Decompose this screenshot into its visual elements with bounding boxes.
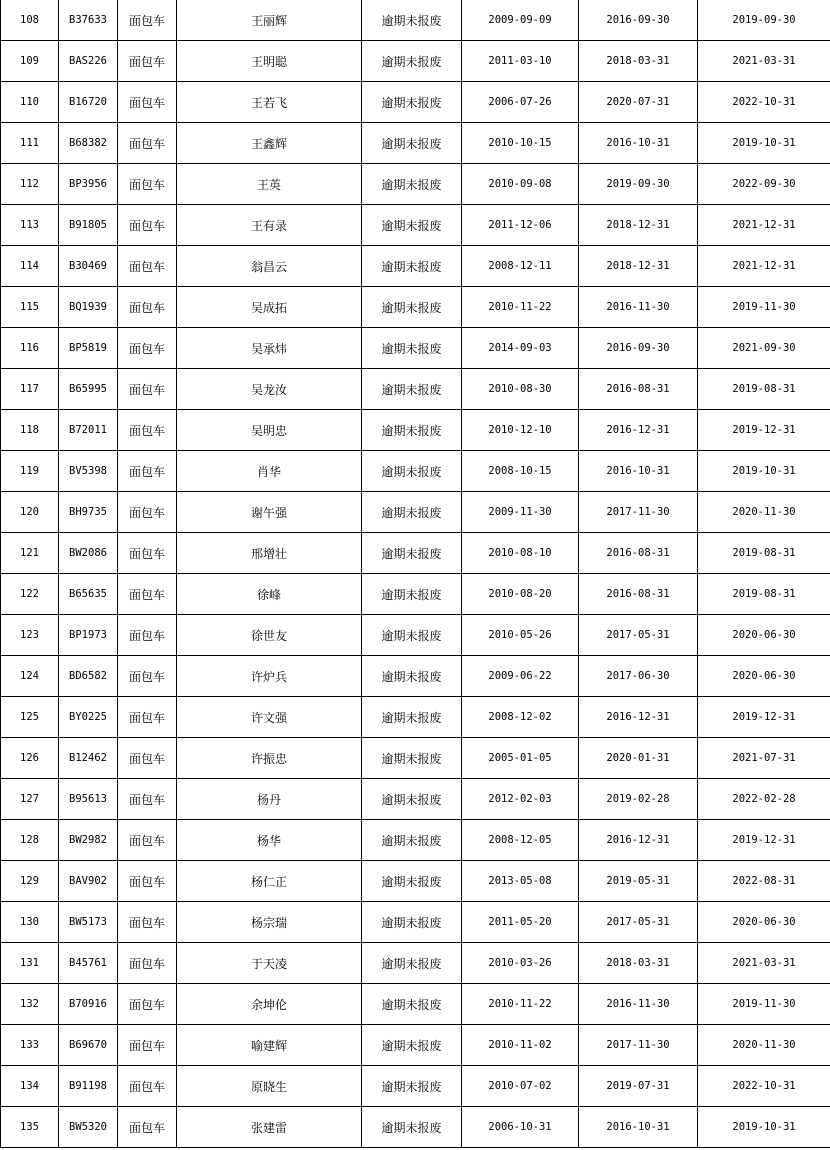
row-number-cell: 117 [1, 369, 59, 410]
inspection-valid-date-cell: 2016-09-30 [579, 0, 698, 41]
registration-date-cell: 2009-11-30 [462, 492, 579, 533]
table-row [1, 697, 830, 738]
forced-scrap-date-cell: 2021-12-31 [698, 246, 830, 287]
inspection-valid-date-cell: 2017-11-30 [579, 492, 698, 533]
forced-scrap-date-cell: 2019-11-30 [698, 287, 830, 328]
registration-date-cell: 2010-08-30 [462, 369, 579, 410]
plate-number-cell: B45761 [59, 943, 118, 984]
inspection-valid-date-cell: 2016-10-31 [579, 1107, 698, 1148]
row-number-cell: 111 [1, 123, 59, 164]
vehicle-type-cell: 面包车 [118, 123, 177, 164]
vehicle-type-cell: 面包车 [118, 984, 177, 1025]
vehicle-type-cell: 面包车 [118, 287, 177, 328]
registration-date-cell: 2010-11-02 [462, 1025, 579, 1066]
forced-scrap-date-cell: 2020-06-30 [698, 656, 830, 697]
registration-date-cell: 2006-07-26 [462, 82, 579, 123]
scrap-status-cell: 逾期未报废 [362, 533, 462, 574]
registration-date-cell: 2010-12-10 [462, 410, 579, 451]
owner-name-cell: 徐峰 [177, 574, 362, 615]
owner-name-cell: 许文强 [177, 697, 362, 738]
row-number-cell: 132 [1, 984, 59, 1025]
forced-scrap-date-cell: 2019-09-30 [698, 0, 830, 41]
row-number-cell: 126 [1, 738, 59, 779]
table-row [1, 0, 830, 41]
forced-scrap-date-cell: 2020-11-30 [698, 492, 830, 533]
row-number-cell: 122 [1, 574, 59, 615]
row-number-cell: 120 [1, 492, 59, 533]
registration-date-cell: 2005-01-05 [462, 738, 579, 779]
owner-name-cell: 肖华 [177, 451, 362, 492]
scrap-status-cell: 逾期未报废 [362, 1025, 462, 1066]
table-row [1, 205, 830, 246]
table-row [1, 41, 830, 82]
row-number-cell: 133 [1, 1025, 59, 1066]
inspection-valid-date-cell: 2018-03-31 [579, 41, 698, 82]
registration-date-cell: 2010-11-22 [462, 984, 579, 1025]
inspection-valid-date-cell: 2016-08-31 [579, 574, 698, 615]
inspection-valid-date-cell: 2020-01-31 [579, 738, 698, 779]
forced-scrap-date-cell: 2021-12-31 [698, 205, 830, 246]
plate-number-cell: B91805 [59, 205, 118, 246]
registration-date-cell: 2008-12-02 [462, 697, 579, 738]
vehicle-type-cell: 面包车 [118, 492, 177, 533]
inspection-valid-date-cell: 2016-12-31 [579, 820, 698, 861]
table-row [1, 779, 830, 820]
row-number-cell: 124 [1, 656, 59, 697]
plate-number-cell: BQ1939 [59, 287, 118, 328]
forced-scrap-date-cell: 2021-09-30 [698, 328, 830, 369]
vehicle-type-cell: 面包车 [118, 820, 177, 861]
plate-number-cell: BP1973 [59, 615, 118, 656]
registration-date-cell: 2010-07-02 [462, 1066, 579, 1107]
table-row [1, 287, 830, 328]
table-row [1, 1025, 830, 1066]
plate-number-cell: B69670 [59, 1025, 118, 1066]
owner-name-cell: 喻建辉 [177, 1025, 362, 1066]
plate-number-cell: B68382 [59, 123, 118, 164]
row-number-cell: 118 [1, 410, 59, 451]
row-number-cell: 108 [1, 0, 59, 41]
scrap-status-cell: 逾期未报废 [362, 369, 462, 410]
vehicle-type-cell: 面包车 [118, 943, 177, 984]
forced-scrap-date-cell: 2021-03-31 [698, 943, 830, 984]
forced-scrap-date-cell: 2021-07-31 [698, 738, 830, 779]
scrap-status-cell: 逾期未报废 [362, 492, 462, 533]
scrap-status-cell: 逾期未报废 [362, 1107, 462, 1148]
inspection-valid-date-cell: 2016-08-31 [579, 369, 698, 410]
inspection-valid-date-cell: 2019-07-31 [579, 1066, 698, 1107]
registration-date-cell: 2014-09-03 [462, 328, 579, 369]
table-row [1, 943, 830, 984]
owner-name-cell: 吴龙汝 [177, 369, 362, 410]
table-row [1, 984, 830, 1025]
vehicle-type-cell: 面包车 [118, 369, 177, 410]
owner-name-cell: 王明聪 [177, 41, 362, 82]
scrap-status-cell: 逾期未报废 [362, 574, 462, 615]
scrap-status-cell: 逾期未报废 [362, 328, 462, 369]
table-row [1, 410, 830, 451]
table-row [1, 656, 830, 697]
scrap-status-cell: 逾期未报废 [362, 41, 462, 82]
table-row [1, 533, 830, 574]
plate-number-cell: BAV902 [59, 861, 118, 902]
scrap-status-cell: 逾期未报废 [362, 123, 462, 164]
table-row [1, 820, 830, 861]
inspection-valid-date-cell: 2018-03-31 [579, 943, 698, 984]
vehicle-type-cell: 面包车 [118, 574, 177, 615]
row-number-cell: 114 [1, 246, 59, 287]
owner-name-cell: 徐世友 [177, 615, 362, 656]
owner-name-cell: 杨宗瑞 [177, 902, 362, 943]
registration-date-cell: 2010-05-26 [462, 615, 579, 656]
table-row [1, 738, 830, 779]
vehicle-type-cell: 面包车 [118, 1025, 177, 1066]
scrap-status-cell: 逾期未报废 [362, 779, 462, 820]
row-number-cell: 115 [1, 287, 59, 328]
table-row [1, 369, 830, 410]
inspection-valid-date-cell: 2019-05-31 [579, 861, 698, 902]
table-row [1, 1107, 830, 1148]
registration-date-cell: 2010-08-10 [462, 533, 579, 574]
vehicle-type-cell: 面包车 [118, 451, 177, 492]
registration-date-cell: 2010-09-08 [462, 164, 579, 205]
forced-scrap-date-cell: 2022-09-30 [698, 164, 830, 205]
row-number-cell: 128 [1, 820, 59, 861]
row-number-cell: 113 [1, 205, 59, 246]
vehicle-type-cell: 面包车 [118, 41, 177, 82]
owner-name-cell: 杨仁正 [177, 861, 362, 902]
table-row [1, 574, 830, 615]
owner-name-cell: 王丽辉 [177, 0, 362, 41]
table-row [1, 902, 830, 943]
row-number-cell: 112 [1, 164, 59, 205]
owner-name-cell: 许振忠 [177, 738, 362, 779]
table-row [1, 861, 830, 902]
plate-number-cell: BP3956 [59, 164, 118, 205]
plate-number-cell: B37633 [59, 0, 118, 41]
plate-number-cell: BP5819 [59, 328, 118, 369]
row-number-cell: 116 [1, 328, 59, 369]
forced-scrap-date-cell: 2019-10-31 [698, 1107, 830, 1148]
scrap-status-cell: 逾期未报废 [362, 451, 462, 492]
vehicle-type-cell: 面包车 [118, 328, 177, 369]
forced-scrap-date-cell: 2020-06-30 [698, 902, 830, 943]
inspection-valid-date-cell: 2017-05-31 [579, 615, 698, 656]
owner-name-cell: 邢增壮 [177, 533, 362, 574]
row-number-cell: 134 [1, 1066, 59, 1107]
inspection-valid-date-cell: 2016-10-31 [579, 451, 698, 492]
plate-number-cell: B91198 [59, 1066, 118, 1107]
inspection-valid-date-cell: 2019-09-30 [579, 164, 698, 205]
inspection-valid-date-cell: 2016-12-31 [579, 410, 698, 451]
registration-date-cell: 2010-08-20 [462, 574, 579, 615]
owner-name-cell: 杨丹 [177, 779, 362, 820]
forced-scrap-date-cell: 2019-08-31 [698, 369, 830, 410]
forced-scrap-date-cell: 2019-08-31 [698, 574, 830, 615]
row-number-cell: 131 [1, 943, 59, 984]
vehicle-type-cell: 面包车 [118, 779, 177, 820]
registration-date-cell: 2010-10-15 [462, 123, 579, 164]
owner-name-cell: 吴明忠 [177, 410, 362, 451]
vehicle-type-cell: 面包车 [118, 205, 177, 246]
owner-name-cell: 王鑫辉 [177, 123, 362, 164]
vehicle-type-cell: 面包车 [118, 697, 177, 738]
scrap-status-cell: 逾期未报废 [362, 410, 462, 451]
table-row [1, 123, 830, 164]
owner-name-cell: 吴承炜 [177, 328, 362, 369]
inspection-valid-date-cell: 2016-12-31 [579, 697, 698, 738]
scrap-status-cell: 逾期未报废 [362, 697, 462, 738]
registration-date-cell: 2010-11-22 [462, 287, 579, 328]
table-row [1, 246, 830, 287]
vehicle-type-cell: 面包车 [118, 1107, 177, 1148]
vehicle-type-cell: 面包车 [118, 533, 177, 574]
table-row [1, 451, 830, 492]
row-number-cell: 130 [1, 902, 59, 943]
registration-date-cell: 2008-12-11 [462, 246, 579, 287]
inspection-valid-date-cell: 2017-06-30 [579, 656, 698, 697]
forced-scrap-date-cell: 2019-12-31 [698, 697, 830, 738]
plate-number-cell: B70916 [59, 984, 118, 1025]
scrap-status-cell: 逾期未报废 [362, 1066, 462, 1107]
registration-date-cell: 2006-10-31 [462, 1107, 579, 1148]
table-row [1, 164, 830, 205]
scrap-status-cell: 逾期未报废 [362, 820, 462, 861]
plate-number-cell: BH9735 [59, 492, 118, 533]
vehicle-type-cell: 面包车 [118, 164, 177, 205]
row-number-cell: 123 [1, 615, 59, 656]
vehicle-type-cell: 面包车 [118, 656, 177, 697]
vehicle-type-cell: 面包车 [118, 1066, 177, 1107]
row-number-cell: 121 [1, 533, 59, 574]
owner-name-cell: 许炉兵 [177, 656, 362, 697]
row-number-cell: 110 [1, 82, 59, 123]
plate-number-cell: B65635 [59, 574, 118, 615]
inspection-valid-date-cell: 2019-02-28 [579, 779, 698, 820]
inspection-valid-date-cell: 2018-12-31 [579, 246, 698, 287]
plate-number-cell: BV5398 [59, 451, 118, 492]
inspection-valid-date-cell: 2016-11-30 [579, 984, 698, 1025]
forced-scrap-date-cell: 2022-10-31 [698, 82, 830, 123]
owner-name-cell: 王若飞 [177, 82, 362, 123]
scrap-status-cell: 逾期未报废 [362, 0, 462, 41]
row-number-cell: 135 [1, 1107, 59, 1148]
table-row [1, 615, 830, 656]
scrap-status-cell: 逾期未报废 [362, 656, 462, 697]
plate-number-cell: B16720 [59, 82, 118, 123]
row-number-cell: 129 [1, 861, 59, 902]
forced-scrap-date-cell: 2019-08-31 [698, 533, 830, 574]
plate-number-cell: BW5320 [59, 1107, 118, 1148]
inspection-valid-date-cell: 2018-12-31 [579, 205, 698, 246]
plate-number-cell: BW2982 [59, 820, 118, 861]
vehicle-type-cell: 面包车 [118, 902, 177, 943]
plate-number-cell: BW5173 [59, 902, 118, 943]
scrap-status-cell: 逾期未报废 [362, 861, 462, 902]
vehicle-type-cell: 面包车 [118, 246, 177, 287]
forced-scrap-date-cell: 2022-08-31 [698, 861, 830, 902]
forced-scrap-date-cell: 2019-12-31 [698, 820, 830, 861]
scrap-status-cell: 逾期未报废 [362, 82, 462, 123]
plate-number-cell: B72011 [59, 410, 118, 451]
owner-name-cell: 张建雷 [177, 1107, 362, 1148]
scrap-status-cell: 逾期未报废 [362, 902, 462, 943]
vehicle-type-cell: 面包车 [118, 615, 177, 656]
vehicle-type-cell: 面包车 [118, 82, 177, 123]
scrap-status-cell: 逾期未报废 [362, 287, 462, 328]
registration-date-cell: 2011-12-06 [462, 205, 579, 246]
table-body [1, 0, 830, 1148]
inspection-valid-date-cell: 2016-08-31 [579, 533, 698, 574]
plate-number-cell: BY0225 [59, 697, 118, 738]
registration-date-cell: 2008-10-15 [462, 451, 579, 492]
registration-date-cell: 2011-05-20 [462, 902, 579, 943]
plate-number-cell: B30469 [59, 246, 118, 287]
registration-date-cell: 2010-03-26 [462, 943, 579, 984]
table-row [1, 1066, 830, 1107]
inspection-valid-date-cell: 2016-10-31 [579, 123, 698, 164]
table-row [1, 82, 830, 123]
owner-name-cell: 杨华 [177, 820, 362, 861]
registration-date-cell: 2008-12-05 [462, 820, 579, 861]
scrap-status-cell: 逾期未报废 [362, 984, 462, 1025]
vehicle-type-cell: 面包车 [118, 410, 177, 451]
forced-scrap-date-cell: 2019-11-30 [698, 984, 830, 1025]
registration-date-cell: 2011-03-10 [462, 41, 579, 82]
inspection-valid-date-cell: 2016-09-30 [579, 328, 698, 369]
row-number-cell: 109 [1, 41, 59, 82]
scrap-status-cell: 逾期未报废 [362, 615, 462, 656]
inspection-valid-date-cell: 2016-11-30 [579, 287, 698, 328]
scrap-status-cell: 逾期未报废 [362, 205, 462, 246]
inspection-valid-date-cell: 2020-07-31 [579, 82, 698, 123]
owner-name-cell: 王有录 [177, 205, 362, 246]
forced-scrap-date-cell: 2020-11-30 [698, 1025, 830, 1066]
forced-scrap-date-cell: 2021-03-31 [698, 41, 830, 82]
row-number-cell: 127 [1, 779, 59, 820]
vehicle-type-cell: 面包车 [118, 861, 177, 902]
plate-number-cell: B12462 [59, 738, 118, 779]
scrap-status-cell: 逾期未报废 [362, 943, 462, 984]
scrap-status-cell: 逾期未报废 [362, 164, 462, 205]
owner-name-cell: 原晓生 [177, 1066, 362, 1107]
owner-name-cell: 王英 [177, 164, 362, 205]
forced-scrap-date-cell: 2022-02-28 [698, 779, 830, 820]
owner-name-cell: 谢午强 [177, 492, 362, 533]
registration-date-cell: 2009-09-09 [462, 0, 579, 41]
plate-number-cell: BD6582 [59, 656, 118, 697]
registration-date-cell: 2012-02-03 [462, 779, 579, 820]
row-number-cell: 119 [1, 451, 59, 492]
owner-name-cell: 吴成拓 [177, 287, 362, 328]
registration-date-cell: 2009-06-22 [462, 656, 579, 697]
plate-number-cell: BW2086 [59, 533, 118, 574]
forced-scrap-date-cell: 2019-10-31 [698, 451, 830, 492]
plate-number-cell: B65995 [59, 369, 118, 410]
forced-scrap-date-cell: 2022-10-31 [698, 1066, 830, 1107]
owner-name-cell: 余坤伦 [177, 984, 362, 1025]
table-row [1, 328, 830, 369]
vehicle-type-cell: 面包车 [118, 0, 177, 41]
forced-scrap-date-cell: 2020-06-30 [698, 615, 830, 656]
row-number-cell: 125 [1, 697, 59, 738]
owner-name-cell: 于天凌 [177, 943, 362, 984]
scrap-status-cell: 逾期未报废 [362, 246, 462, 287]
registration-date-cell: 2013-05-08 [462, 861, 579, 902]
plate-number-cell: B95613 [59, 779, 118, 820]
vehicle-type-cell: 面包车 [118, 738, 177, 779]
scrap-status-cell: 逾期未报废 [362, 738, 462, 779]
inspection-valid-date-cell: 2017-05-31 [579, 902, 698, 943]
inspection-valid-date-cell: 2017-11-30 [579, 1025, 698, 1066]
forced-scrap-date-cell: 2019-10-31 [698, 123, 830, 164]
table-row [1, 492, 830, 533]
owner-name-cell: 翁昌云 [177, 246, 362, 287]
forced-scrap-date-cell: 2019-12-31 [698, 410, 830, 451]
plate-number-cell: BAS226 [59, 41, 118, 82]
